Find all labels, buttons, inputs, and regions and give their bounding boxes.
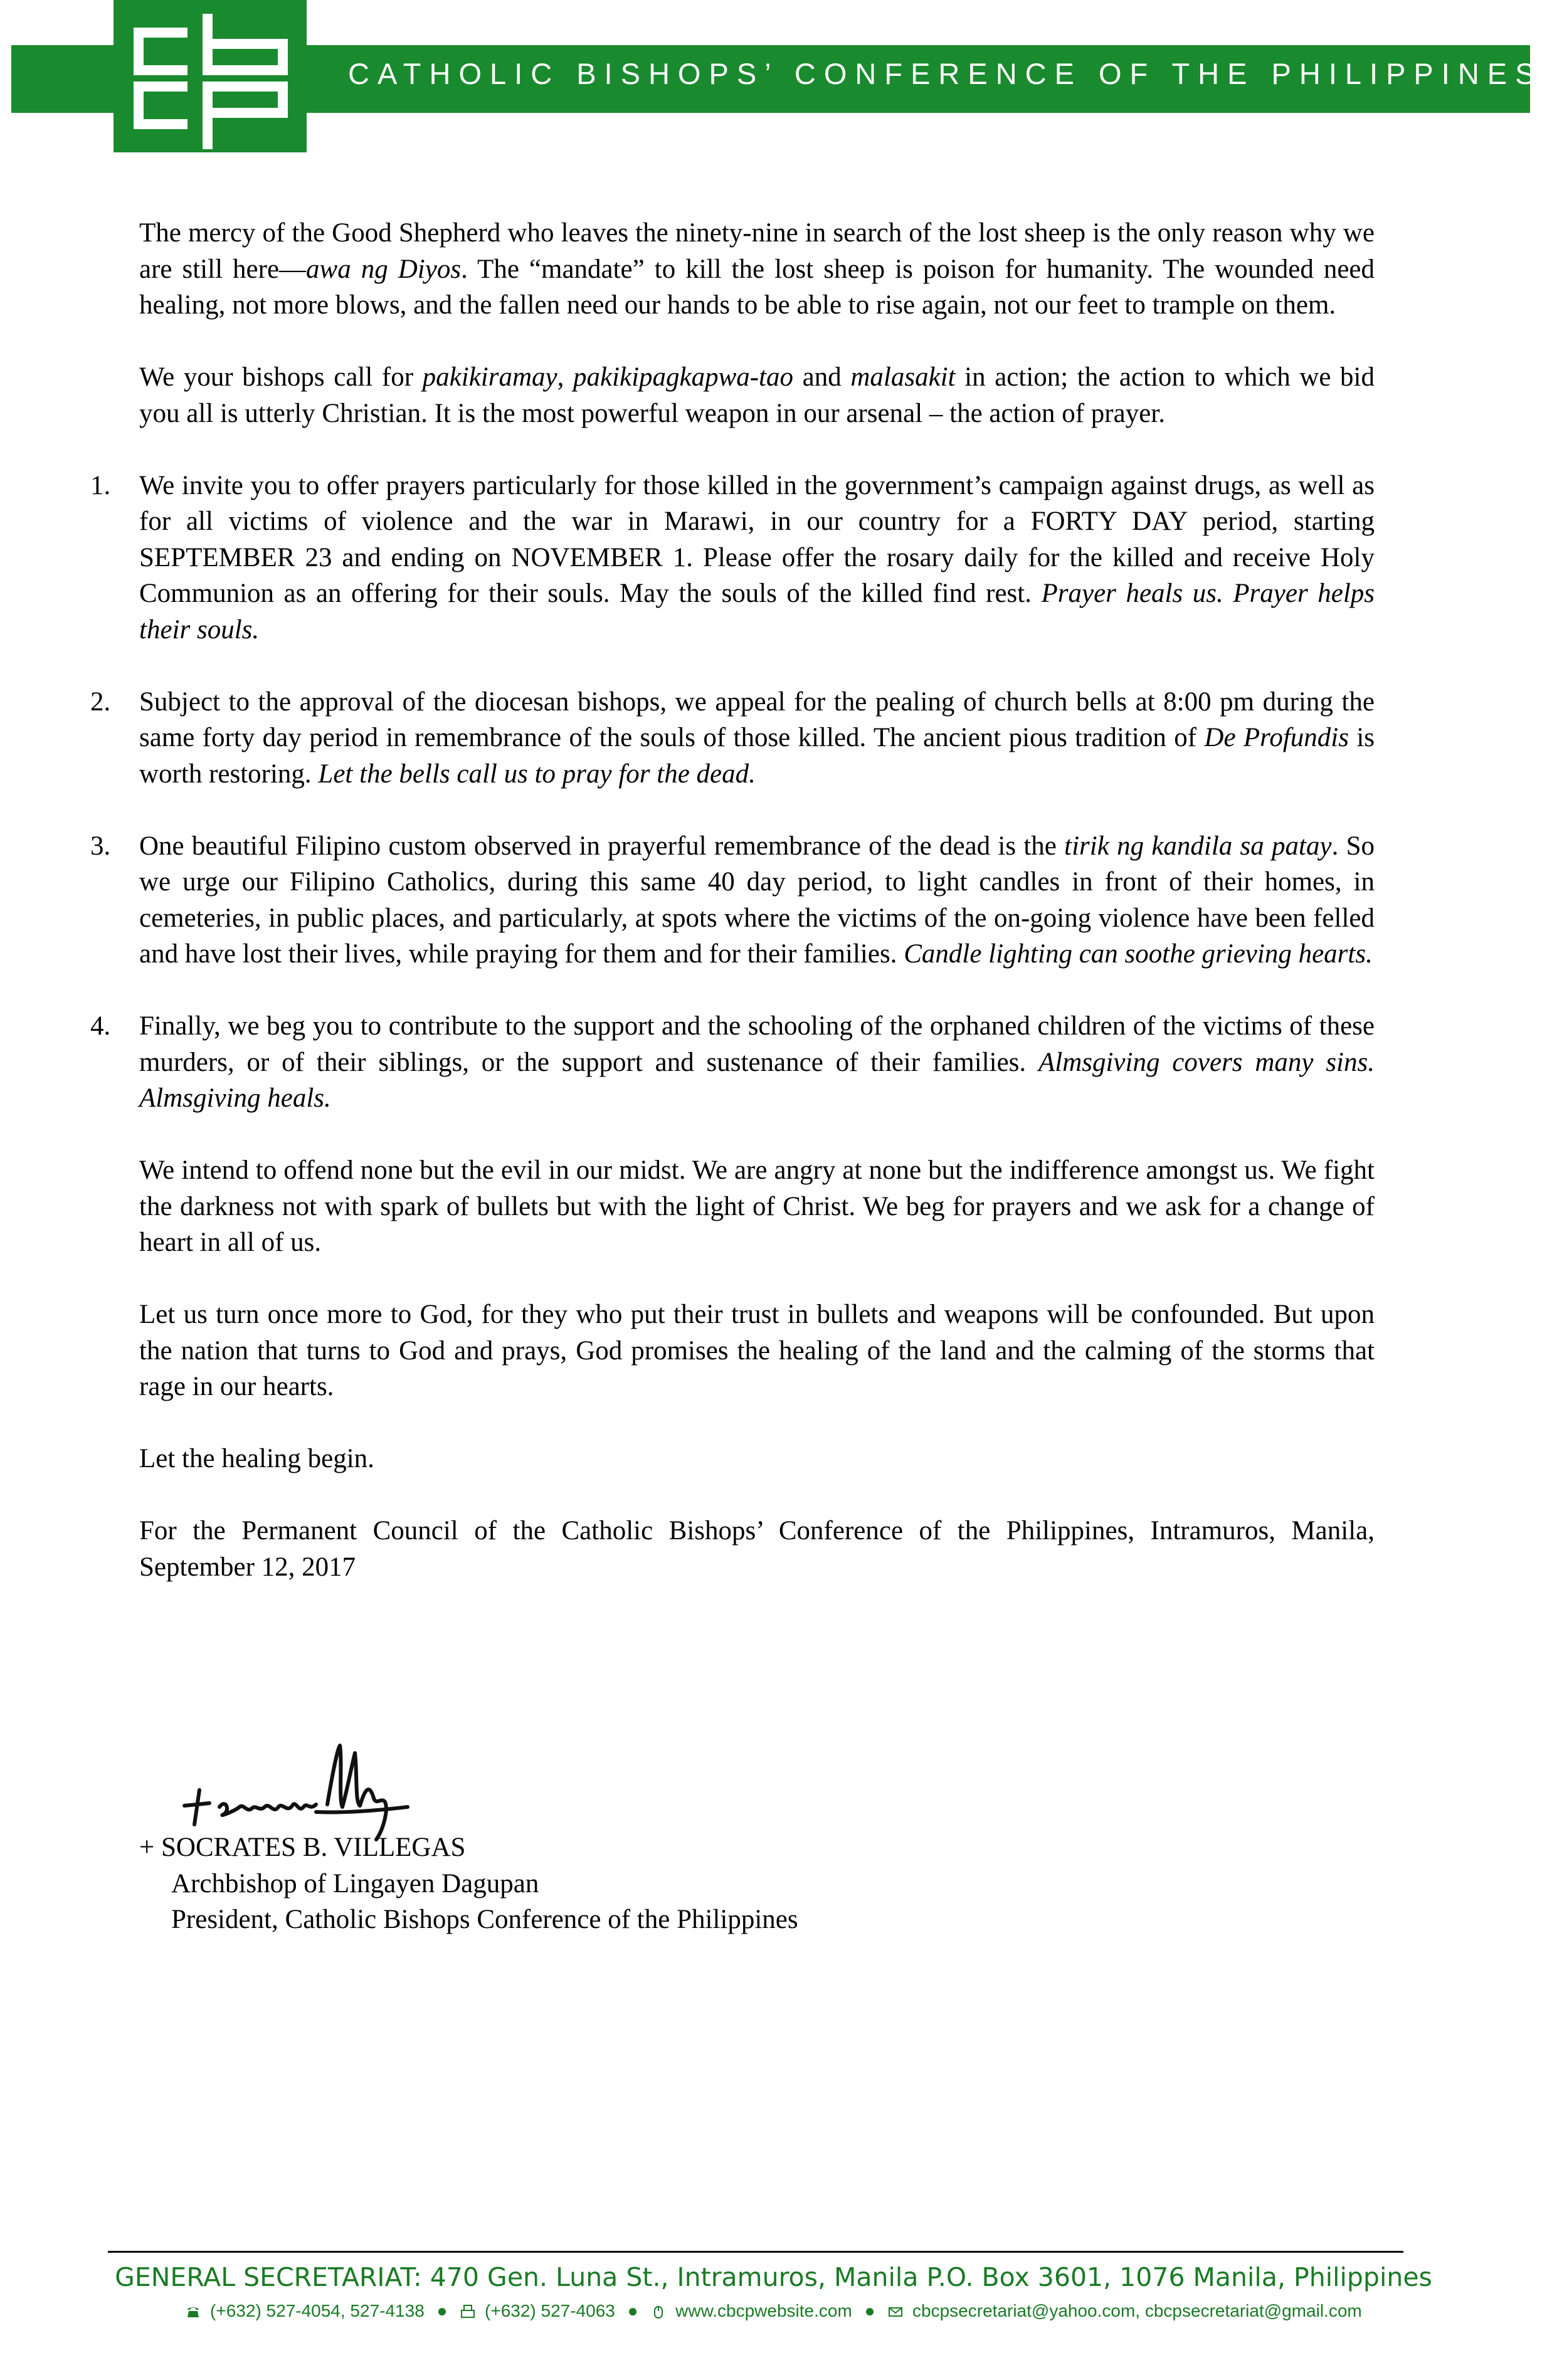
list-item: 2. Subject to the approval of the diocesan bishops, we appeal for the pealing of church bells at 8:00 pm during the same forty day period in remembrance of the souls of those killed. The ancient pious tradition of De Profundis is worth restoring. Let the bells call us to pray for the dead. (139, 684, 1375, 792)
list-item: 1. We invite you to offer prayers particularly for those killed in the government’s campaign against drugs, as well as for all victims of violence and the war in Marawi, in our country for a FORTY DAY period, starting SEPTEMBER 23 and ending on NOVEMBER 1. Please offer the rosary daily for the killed and receive Holy Communion as an offering for their souls. May the souls of the killed find rest. Prayer heals us. Prayer helps their souls. (139, 468, 1375, 648)
fax-icon (460, 2298, 480, 2324)
signatory-name: + SOCRATES B. VILLEGAS (139, 1833, 466, 1862)
email-icon (887, 2298, 907, 2324)
separator-dot: ● (436, 2300, 448, 2320)
paragraph: Let the healing begin. (139, 1444, 374, 1473)
footer-divider (108, 2251, 1403, 2253)
signatory-title: President, Catholic Bishops Conference of the Philippines (171, 1905, 798, 1934)
separator-dot: ● (627, 2300, 638, 2320)
paragraph: The mercy of the Good Shepherd who leaves the ninety-nine in search of the lost sheep is the only reason why we are still here—awa ng Diyos. The “mandate” to kill the lost sheep is poison for humanity. The wounded need healing, not more blows, and the fallen need our hands to be able to rise again, not our feet to trample on them. (139, 218, 1375, 320)
signature-block (139, 1830, 798, 1938)
organization-name: CATHOLIC BISHOPS’ CONFERENCE OF THE PHILIPPINES (348, 57, 1543, 90)
signature-image (182, 1737, 483, 1843)
mouse-icon (650, 2298, 670, 2324)
paragraph: For the Permanent Council of the Catholic Bishops’ Conference of the Philippines, Intramuros, Manila, September 12, 2017 (139, 1516, 1375, 1582)
list-number: 4. (90, 1011, 111, 1041)
list-item: 3. One beautiful Filipino custom observed in prayerful remembrance of the dead is the tirik ng kandila sa patay. So we urge our Filipino Catholics, during this same 40 day period, to light candles in front of their homes, in cemeteries, in public places, and particularly, at spots where the victims of the on-going violence have been felled and have lost their lives, while praying for them and for their families. Candle lighting can soothe grieving hearts. (139, 828, 1375, 972)
letter-body (90, 215, 1375, 1585)
list-number: 1. (90, 470, 111, 500)
paragraph: Let us turn once more to God, for they who put their trust in bullets and weapons will be confounded. But upon the nation that turns to God and prays, God promises the healing of the land and the calming of the storms that rage in our hearts. (139, 1300, 1375, 1401)
website-link[interactable]: www.cbcpwebsite.com (675, 2300, 852, 2320)
signatory-title: Archbishop of Lingayen Dagupan (171, 1868, 539, 1898)
cbcp-logo-mark (114, 0, 307, 152)
list-number: 3. (90, 831, 111, 861)
phone-numbers: (+632) 527-4054, 527-4138 (210, 2300, 425, 2320)
footer-contact (0, 2297, 1547, 2324)
footer-address: GENERAL SECRETARIAT: 470 Gen. Luna St., Intramuros, Manila P.O. Box 3601, 1076 Manila, Philippines (115, 2262, 1432, 2292)
phone-icon (185, 2298, 205, 2324)
paragraph: We intend to offend none but the evil in our midst. We are angry at none but the indifference amongst us. We fight the darkness not with spark of bullets but with the light of Christ. We beg for prayers and we ask for a change of heart in all of us. (139, 1156, 1375, 1257)
list-number: 2. (90, 687, 111, 717)
paragraph: We your bishops call for pakikiramay, pakikipagkapwa-tao and malasakit in action; the action to which we bid you all is utterly Christian. It is the most powerful weapon in our arsenal – the action of prayer. (139, 362, 1375, 428)
email-addresses[interactable]: cbcpsecretariat@yahoo.com, cbcpsecretariat@gmail.com (912, 2300, 1362, 2320)
fax-number: (+632) 527-4063 (485, 2300, 615, 2320)
list-item: 4. Finally, we beg you to contribute to the support and the schooling of the orphaned children of the victims of these murders, or of their siblings, or the support and sustenance of their families. Almsgiving covers many sins. Almsgiving heals. (139, 1008, 1375, 1117)
separator-dot: ● (864, 2300, 875, 2320)
cbcp-logo (114, 0, 307, 152)
